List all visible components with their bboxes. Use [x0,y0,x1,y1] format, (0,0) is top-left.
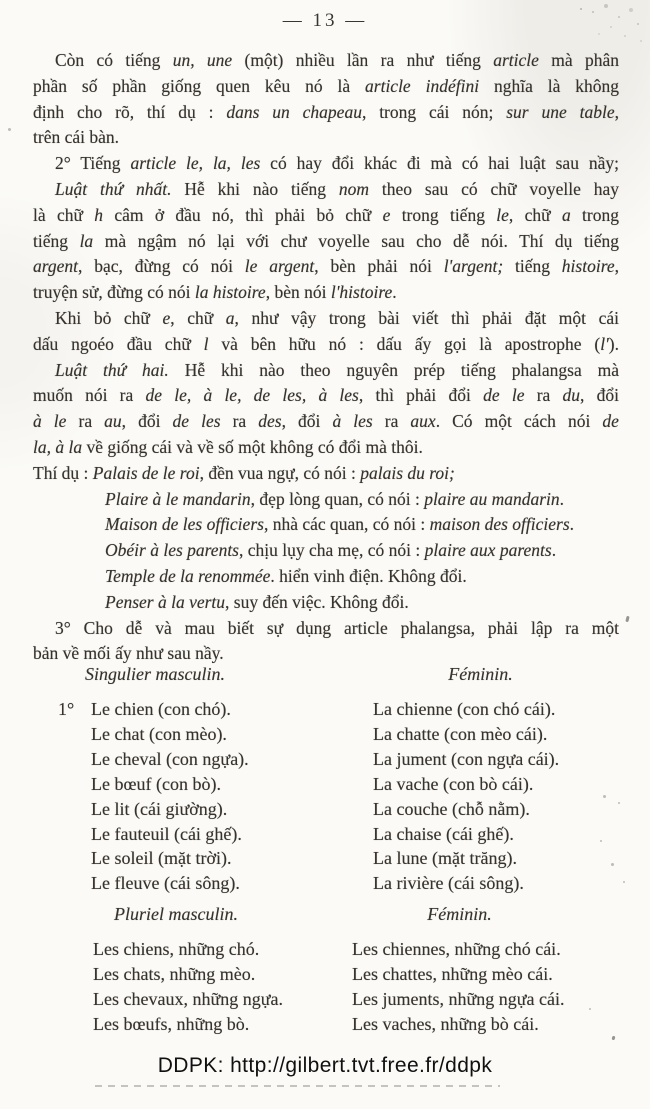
feminine-cell: La lune (mặt trăng). [373,848,517,869]
text-line: tiếng la mà ngậm nó lại với chư voyelle sau cho dễ nói. Thí dụ tiếng [33,230,619,251]
feminine-cell: La couche (chỗ nằm). [373,798,530,819]
text-line: bản về mối ấy như sau nầy. [33,643,224,664]
scan-noise-speckles [580,8,582,10]
scan-noise-dot [8,128,11,131]
masculine-cell: Le fauteuil (cái ghế). [91,823,242,844]
masculine-cell: Les chats, những mèo. [93,964,256,985]
scan-noise-dot [612,1036,616,1041]
scan-noise-dot [603,795,606,798]
footer-credit-url: DDPK: http://gilbert.tvt.free.fr/ddpk [157,1054,493,1077]
text-line: Luật thứ nhất. Hễ khi nào tiếng nom theo sau có chữ voyelle hay [55,178,619,199]
masculine-cell: Les chiens, những chó. [93,939,260,959]
masculine-cell: Le chat (con mèo). [91,723,227,744]
paragraph [33,306,619,358]
table-header-row [0,664,650,685]
text-line: dấu ngoéo đầu chữ l và bên hữu nó : dấu ấy gọi là apostrophe (l'). [33,333,619,354]
table-rows [0,697,650,896]
text-line: truyện sử, đừng có nói la histoire, bèn nói l'histoire. [33,282,397,303]
masculine-cell: Le lit (cái giường). [91,798,228,819]
paragraph [33,616,619,668]
masculine-cell: Le cheval (con ngựa). [91,748,249,769]
masculine-cell: Le chien (con chó). [91,699,231,719]
text-line: Penser à la vertu, suy đến việc. Không đổi. [105,591,409,612]
table-row [0,822,650,847]
feminine-cell: La chaise (cái ghế). [373,823,514,844]
feminine-cell: Les chiennes, những chó cái. [352,939,561,959]
column-header-feminin: Féminin. [448,664,513,684]
text-line: à le ra au, đổi de les ra des, đổi à les ra aux. Có một cách nói de [33,411,619,432]
feminine-cell: La jument (con ngựa cái). [373,748,560,769]
text-line: 2° Tiếng article le, la, les có hay đổi khác đi mà có hai luật sau nầy; [55,153,619,174]
table-header-row [0,904,650,925]
feminine-cell: Les vaches, những bò cái. [352,1014,539,1035]
table-row [0,797,650,822]
plural-gender-table [0,904,650,1037]
body-text [33,48,619,667]
scan-noise-dot [600,840,602,842]
scan-noise-dot [589,1008,591,1010]
text-line: muốn nói ra de le, à le, de les, à les, thì phải đổi de le ra du, đổi [33,385,619,406]
example-block [33,461,619,616]
column-header-feminin: Féminin. [427,904,492,924]
table-row [0,772,650,797]
feminine-cell: La vache (con bò cái). [373,773,534,794]
scan-noise-mark [625,616,629,623]
feminine-cell: La rivière (cái sông). [373,873,524,894]
scan-noise-dot [611,863,614,866]
scan-noise-dot [623,881,625,883]
text-line: Temple de la renommée. hiển vinh điện. Không đổi. [105,565,467,586]
text-line: là chữ h câm ở đầu nó, thì phải bỏ chữ e trong tiếng le, chữ a trong [33,204,619,225]
table-row [0,987,650,1012]
masculine-cell: Le fleuve (cái sông). [91,873,240,894]
table-row [0,962,650,987]
paragraph [33,177,619,306]
feminine-cell: La chatte (con mèo cái). [373,723,548,744]
text-line: 3° Cho dễ và mau biết sự dụng article phalangsa, phải lập ra một [55,617,619,638]
masculine-cell: Les bœufs, những bò. [93,1014,250,1035]
text-line: Obéir à les parents, chịu lụy cha mẹ, có nói : plaire aux parents. [105,540,557,561]
feminine-cell: La chienne (con chó cái). [373,699,556,719]
table-row [0,871,650,896]
paragraph [33,151,619,177]
table-row [0,846,650,871]
singular-gender-table [0,664,650,896]
table-row [0,1012,650,1037]
text-line: Maison de les officiers, nhà các quan, có nói : maison des officiers. [105,514,575,535]
masculine-cell: Le soleil (mặt trời). [91,848,232,869]
row-marker: 1° [58,699,75,719]
table-row [0,722,650,747]
scan-noise-dot [618,802,620,804]
text-line: phần số phần giống quen kêu nó là article indéfini nghĩa là không [33,75,619,96]
feminine-cell: Les chattes, những mèo cái. [352,964,553,985]
text-line: Thí dụ : Palais de le roi, đền vua ngự, có nói : palais du roi; [33,462,455,483]
feminine-cell: Les juments, những ngựa cái. [352,989,565,1010]
text-line: argent, bạc, đừng có nói le argent, bèn phải nói l'argent; tiếng histoire, [33,256,619,277]
page-number: — 13 — [282,10,368,31]
text-line: Còn có tiếng un, une (một) nhiều lần ra như tiếng article mà phân [55,50,619,70]
text-line: trên cái bàn. [33,127,119,148]
text-line: Luật thứ hai. Hễ khi nào theo nguyên prép tiếng phalangsa mà [55,359,619,380]
text-line: la, à la về giống cái và về số một không có đổi mà thôi. [33,436,423,457]
table-row [0,697,650,722]
paragraph [33,48,619,151]
table-row [0,937,650,962]
paragraph [33,358,619,461]
scan-artifact-line [95,1085,500,1087]
text-line: Khi bỏ chữ e, chữ a, như vậy trong bài viết thì phải đặt một cái [55,307,619,328]
text-line: Plaire à le mandarin, đẹp lòng quan, có nói : plaire au mandarin. [105,488,565,509]
column-header-pluriel-masculin: Pluriel masculin. [114,904,238,924]
masculine-cell: Les chevaux, những ngựa. [93,989,283,1010]
column-header-singulier-masculin: Singulier masculin. [85,664,225,684]
table-rows [0,937,650,1037]
table-row [0,747,650,772]
masculine-cell: Le bœuf (con bò). [91,773,221,794]
text-line: định cho rõ, thí dụ : dans un chapeau, trong cái nón; sur une table, [33,101,619,122]
